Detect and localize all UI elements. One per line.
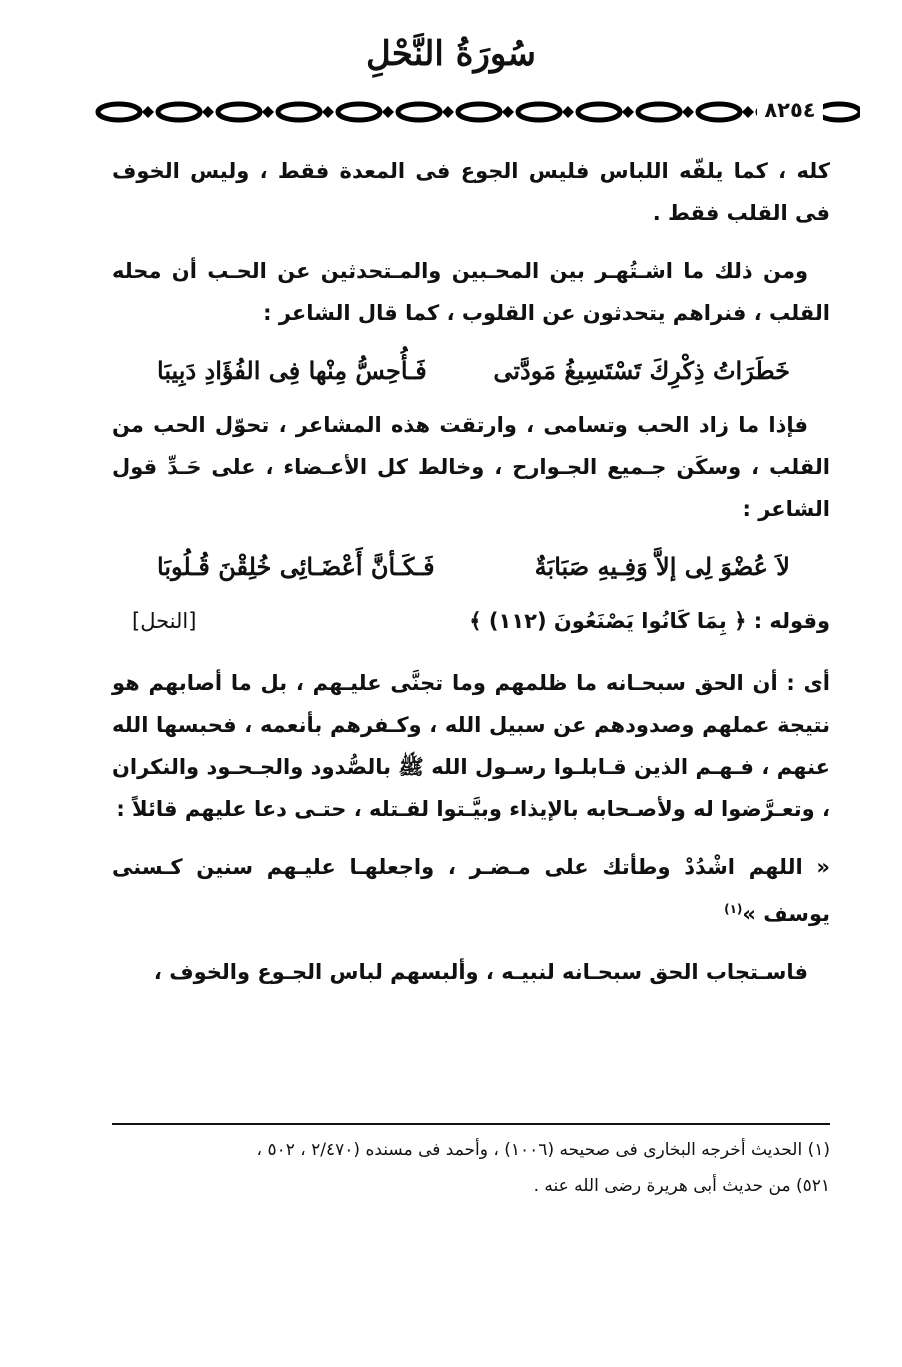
verse-hemistich-second: فَـكَـأنَّ أَعْضَـائِى خُلِقْنَ قُـلُوبَا <box>157 552 435 581</box>
border-oval <box>98 104 140 120</box>
border-oval <box>698 104 740 120</box>
border-oval <box>578 104 620 120</box>
poem-verse <box>112 538 830 596</box>
border-diamond <box>622 106 634 118</box>
main-text <box>112 150 830 993</box>
border-oval <box>338 104 380 120</box>
border-diamond <box>142 106 154 118</box>
border-oval <box>638 104 680 120</box>
paragraph: فاسـتجاب الحق سبحـانه لنبيـه ، وألبسهم لباس الجـوع والخوف ، <box>153 960 808 984</box>
hadith-text: « اللهم اشْدُدْ وطأتك على مـضـر ، واجعلهـا عليـهم سنين كـسنى يوسف » <box>112 855 830 926</box>
border-oval <box>218 104 260 120</box>
surah-reference: [النحل] <box>132 609 197 633</box>
border-diamond <box>742 106 754 118</box>
quran-quote-line <box>112 600 830 646</box>
border-diamond <box>382 106 394 118</box>
verse-hemistich-first: لاَ عُضْوَ لِى إلاَّ وَفِـيهِ صَبَابَةٌ <box>534 552 790 581</box>
footnote-marker: (١) <box>724 902 743 916</box>
border-diamond <box>682 106 694 118</box>
border-oval <box>518 104 560 120</box>
page-number: ٨٢٥٤ <box>757 95 823 125</box>
surah-title: سُورَةُ النَّحْلِ <box>366 34 536 74</box>
paragraph: أى : أن الحق سبحـانه ما ظلمهم وما تجنَّى عليـهم ، بل ما أصابهم هو نتيجة عملهم وصدودهم عن سبيل الله ، وكـفرهم بأنعمه ، فحبسها الله عنهم ، فـهـم الذين قـابلـوا رسـول الله ﷺ بالصُّدود والجـحـود والنكران ، وتعـرَّضوا له ولأصـحابه بالإيذاء وبيَّـتوا لقـتله ، حتـى دعا عليهم قائلاً : <box>112 671 830 821</box>
verse-hemistich-second: فَـأُحِسُّ مِنْها فِى الفُؤَادِ دَبِيبَا <box>157 356 427 385</box>
quran-quote: وقوله : ﴿ بِمَا كَانُوا يَصْنَعُونَ (١١٢) ﴾ <box>469 609 830 633</box>
paragraph: فإذا ما زاد الحب وتسامى ، وارتقت هذه المشاعر ، تحوّل الحب من القلب ، وسكَن جـميع الجـوارح ، وخالط كل الأعـضاء ، على حَـدِّ قول الشاعر : <box>112 413 830 521</box>
border-oval <box>458 104 500 120</box>
border-oval <box>398 104 440 120</box>
paragraph: ومن ذلك ما اشـتُهـر بين المحـبين والمـتحدثين عن الحـب أن محله القلب ، فنراهم يتحدثون عن القلوب ، كما قال الشاعر : <box>112 259 830 325</box>
border-oval <box>158 104 200 120</box>
footnote-line: (١) الحديث أخرجه البخارى فى صحيحه (١٠٠٦) ، وأحمد فى مسنده (٢/٤٧٠ ، ٥٠٢ ، <box>256 1140 830 1160</box>
footnote-divider <box>112 1123 830 1125</box>
footnotes <box>112 1132 830 1204</box>
poem-verse <box>112 342 830 400</box>
border-diamond <box>322 106 334 118</box>
decorative-border <box>92 94 860 130</box>
border-diamond <box>562 106 574 118</box>
border-diamond <box>502 106 514 118</box>
verse-hemistich-first: خَطَرَاتُ ذِكْرِكَ تَسْتَسِيغُ مَودَّتى <box>493 356 790 385</box>
border-diamond <box>442 106 454 118</box>
footnote-line: ٥٢١) من حديث أبى هريرة رضى الله عنه . <box>533 1176 830 1196</box>
border-oval <box>278 104 320 120</box>
hadith-quote <box>112 846 830 935</box>
paragraph: كله ، كما يلفّه اللباس فليس الجوع فى المعدة فقط ، وليس الخوف فى القلب فقط . <box>112 159 830 225</box>
border-diamond <box>262 106 274 118</box>
border-diamond <box>202 106 214 118</box>
border-oval <box>818 104 860 120</box>
